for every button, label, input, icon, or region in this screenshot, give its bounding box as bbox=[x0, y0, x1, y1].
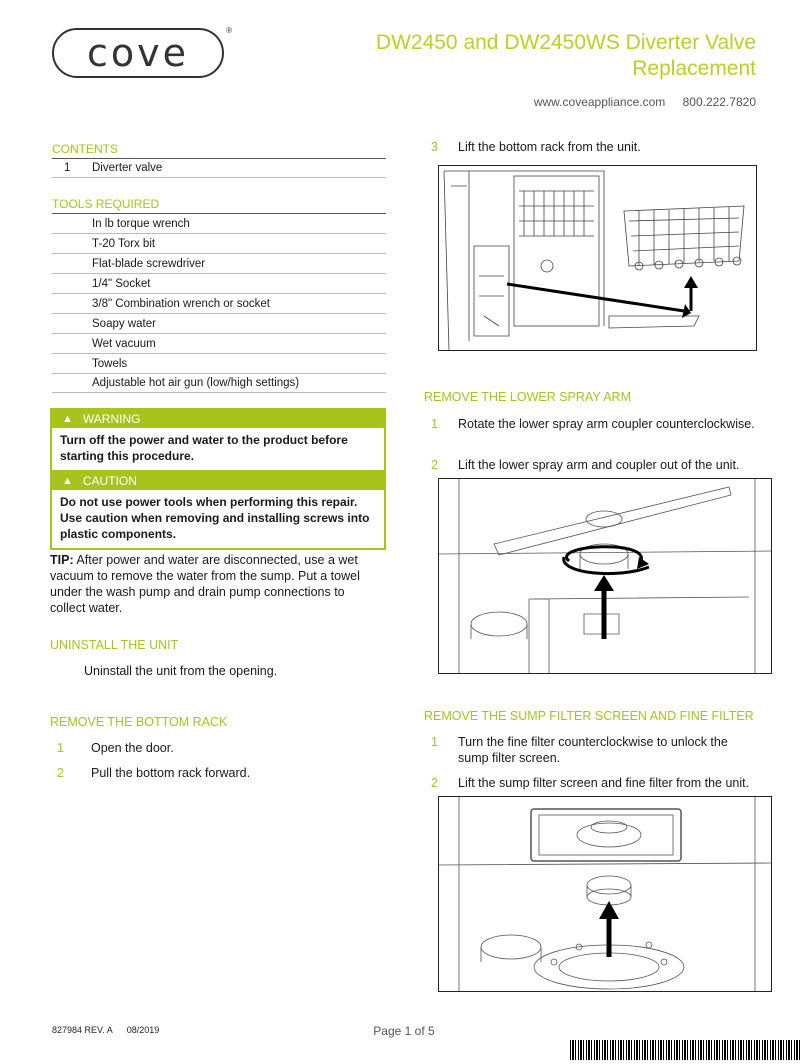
step-number: 2 bbox=[57, 766, 64, 780]
step-number: 1 bbox=[57, 741, 64, 755]
table-row bbox=[52, 313, 386, 333]
table-row bbox=[52, 233, 386, 253]
step-number: 2 bbox=[431, 776, 438, 790]
contents-num: 1 bbox=[64, 162, 71, 174]
step-text: Lift the sump filter screen and fine filter from the unit. bbox=[458, 776, 750, 790]
step-text: Rotate the lower spray arm coupler counterclockwise. bbox=[458, 417, 755, 431]
table-row bbox=[52, 373, 386, 393]
step-text: Open the door. bbox=[91, 741, 174, 755]
tool-item: 1/4" Socket bbox=[92, 277, 151, 290]
step-item bbox=[57, 765, 387, 783]
step-text: Lift the bottom rack from the unit. bbox=[458, 140, 641, 154]
warning-box bbox=[50, 408, 386, 472]
tool-item: Flat-blade screwdriver bbox=[92, 257, 206, 270]
caution-text: Do not use power tools when performing this repair. Use caution when removing and installing screws into plastic components. bbox=[60, 495, 370, 541]
step-item bbox=[431, 457, 791, 475]
logo-text: cove bbox=[86, 31, 189, 75]
step-item bbox=[431, 734, 771, 768]
page-title: DW2450 and DW2450WS Diverter Valve Replacement bbox=[375, 31, 756, 80]
barcode bbox=[570, 1040, 800, 1060]
step-item bbox=[57, 740, 387, 758]
spray-arm-heading: REMOVE THE LOWER SPRAY ARM bbox=[424, 390, 631, 404]
tool-item: In lb torque wrench bbox=[92, 217, 190, 230]
warning-header bbox=[52, 410, 384, 428]
caution-icon: ▲ bbox=[62, 475, 73, 487]
step-item bbox=[431, 139, 771, 157]
warning-label: WARNING bbox=[82, 412, 141, 426]
contact-line bbox=[520, 95, 756, 109]
table-row bbox=[52, 213, 386, 233]
tip-label: TIP: bbox=[50, 553, 74, 567]
sump-filter-illustration bbox=[439, 797, 772, 992]
warning-icon: ▲ bbox=[62, 413, 73, 425]
figure-spray-arm bbox=[438, 478, 772, 674]
dishwasher-rack-illustration bbox=[439, 166, 757, 351]
step-item bbox=[431, 775, 791, 793]
step-number: 1 bbox=[431, 417, 438, 431]
tools-label: TOOLS REQUIRED bbox=[52, 197, 160, 211]
doc-number: 827984 REV. A bbox=[52, 1025, 113, 1035]
tool-item: Wet vacuum bbox=[92, 337, 156, 350]
uninstall-text: Uninstall the unit from the opening. bbox=[84, 664, 278, 678]
step-item bbox=[431, 416, 771, 450]
table-row bbox=[52, 253, 386, 273]
step-number: 3 bbox=[431, 140, 438, 154]
step-text: Pull the bottom rack forward. bbox=[91, 766, 251, 780]
tip-text: After power and water are disconnected, use a wet vacuum to remove the water from the sump. Put a towel under the wash pump and drain pump connections to collect water. bbox=[50, 553, 360, 615]
caution-header bbox=[52, 472, 384, 490]
figure-bottom-rack bbox=[438, 165, 757, 351]
step-text: Turn the fine filter counterclockwise to unlock the sump filter screen. bbox=[458, 735, 728, 765]
step-number: 2 bbox=[431, 458, 438, 472]
tool-item: T-20 Torx bit bbox=[92, 237, 156, 250]
caution-label: CAUTION bbox=[82, 474, 137, 488]
bottom-rack-heading: REMOVE THE BOTTOM RACK bbox=[50, 715, 228, 729]
step-text: Lift the lower spray arm and coupler out of the unit. bbox=[458, 458, 740, 472]
step-number: 1 bbox=[431, 735, 438, 749]
tool-item: Soapy water bbox=[92, 317, 156, 330]
table-row bbox=[52, 273, 386, 293]
table-row bbox=[52, 158, 386, 178]
tools-table bbox=[52, 213, 386, 393]
contents-table bbox=[52, 158, 386, 178]
tip-paragraph bbox=[50, 552, 370, 616]
tool-item: Towels bbox=[92, 357, 128, 370]
phone-number: 800.222.7820 bbox=[682, 95, 756, 109]
contents-text: Diverter valve bbox=[92, 162, 163, 174]
tool-item: Adjustable hot air gun (low/high settings) bbox=[92, 377, 300, 389]
cove-logo bbox=[52, 26, 232, 78]
caution-box bbox=[50, 470, 386, 550]
sump-filter-heading: REMOVE THE SUMP FILTER SCREEN AND FINE FILTER bbox=[424, 709, 754, 723]
registered-mark: ® bbox=[226, 26, 232, 35]
website-link[interactable]: www.coveappliance.com bbox=[533, 95, 666, 109]
spray-arm-illustration bbox=[439, 479, 772, 674]
table-row bbox=[52, 333, 386, 353]
figure-sump-filter bbox=[438, 796, 772, 992]
warning-text: Turn off the power and water to the product before starting this procedure. bbox=[60, 433, 348, 463]
contents-label: CONTENTS bbox=[52, 142, 118, 156]
page-number: Page 1 of 5 bbox=[373, 1024, 435, 1038]
tool-item: 3/8" Combination wrench or socket bbox=[92, 297, 270, 310]
table-row bbox=[52, 293, 386, 313]
table-row bbox=[52, 353, 386, 373]
doc-date: 08/2019 bbox=[126, 1025, 160, 1035]
uninstall-heading: UNINSTALL THE UNIT bbox=[50, 638, 179, 652]
